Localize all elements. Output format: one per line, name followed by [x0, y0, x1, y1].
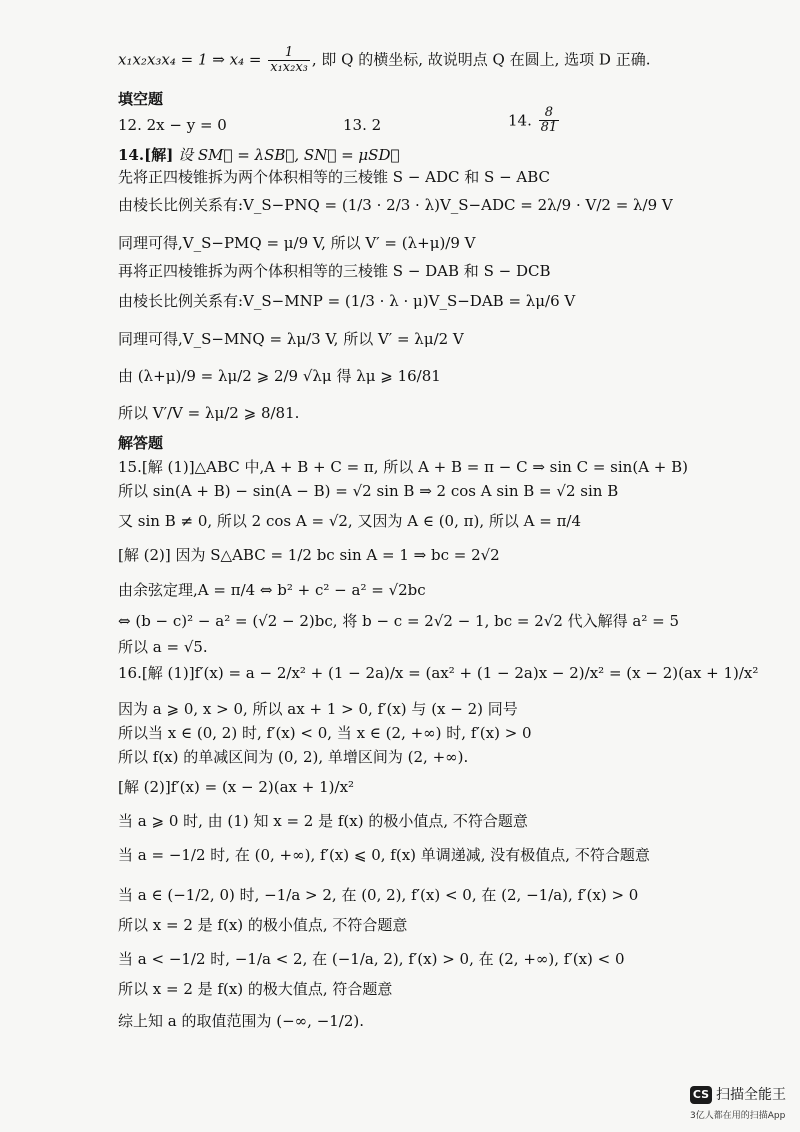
frac-num: 1: [284, 45, 294, 60]
answer-14-label: 14.: [508, 111, 532, 130]
text: , 即 Q 的横坐标, 故说明点 Q 在圆上, 选项 D 正确.: [311, 50, 651, 69]
sol15-line-6: ⇔ (b − c)² − a² = (√2 − 2)bc, 将 b − c = 2√2 − 1, bc = 2√2 代入解得 a² = 5: [118, 612, 680, 630]
sol14-line-4: 同理可得,V_S−PMQ = μ/9 V, 所以 V′ = (λ+μ)/9 V: [118, 234, 476, 252]
fraction: [268, 46, 310, 75]
sol14-line-9: 所以 V′/V = λμ/2 ⩾ 8/81.: [118, 404, 300, 422]
heading-fill-in: 填空题: [118, 90, 164, 108]
watermark-subtitle: 3亿人都在用的扫描App: [690, 1111, 786, 1121]
sol16-line-11: 所以 x = 2 是 f(x) 的极大值点, 符合题意: [118, 980, 393, 998]
frac-den: x₁x₂x₃: [270, 60, 308, 75]
frac-num: 8: [544, 105, 554, 120]
answer-13: 13. 2: [343, 116, 382, 134]
sol14-line-2: 先将正四棱锥拆为两个体积相等的三棱锥 S − ADC 和 S − ABC: [118, 168, 551, 186]
sol16-line-9: 所以 x = 2 是 f(x) 的极小值点, 不符合题意: [118, 916, 408, 934]
line-x4: [118, 46, 650, 75]
sol16-line-1: 16.[解 (1)]f′(x) = a − 2/x² + (1 − 2a)/x = (ax² + (1 − 2a)x − 2)/x² = (x − 2)(ax + 1)/x²: [118, 664, 759, 682]
sol14-heading: 14.[解]: [118, 146, 174, 164]
sol16-line-12: 综上知 a 的取值范围为 (−∞, −1/2).: [118, 1012, 365, 1030]
sol15-line-2: 所以 sin(A + B) − sin(A − B) = √2 sin B ⇒ 2 cos A sin B = √2 sin B: [118, 482, 619, 500]
sol15-line-4: [解 (2)] 因为 S△ABC = 1/2 bc sin A = 1 ⇒ bc = 2√2: [118, 546, 500, 564]
sol14-line-3: 由棱长比例关系有:V_S−PNQ = (1/3 · 2/3 · λ)V_S−ADC = 2λ/9 · V/2 = λ/9 V: [118, 196, 673, 214]
watermark-name: 扫描全能王: [716, 1087, 786, 1103]
sol16-line-6: 当 a ⩾ 0 时, 由 (1) 知 x = 2 是 f(x) 的极小值点, 不符合题意: [118, 812, 528, 830]
sol16-line-7: 当 a = −1/2 时, 在 (0, +∞), f′(x) ⩽ 0, f(x) 单调递减, 没有极值点, 不符合题意: [118, 846, 650, 864]
sol14-line-1: [118, 146, 399, 164]
sol15-line-5: 由余弦定理,A = π/4 ⇔ b² + c² − a² = √2bc: [118, 581, 426, 599]
sol16-line-5: [解 (2)]f′(x) = (x − 2)(ax + 1)/x²: [118, 778, 355, 796]
sol14-line-8: 由 (λ+μ)/9 = λμ/2 ⩾ 2/9 √λμ 得 λμ ⩾ 16/81: [118, 367, 441, 385]
answer-14: [508, 106, 561, 135]
sol16-line-2: 因为 a ⩾ 0, x > 0, 所以 ax + 1 > 0, f′(x) 与 (x − 2) 同号: [118, 700, 518, 718]
sol15-line-3: 又 sin B ≠ 0, 所以 2 cos A = √2, 又因为 A ∈ (0, π), 所以 A = π/4: [118, 512, 582, 530]
sol16-line-3: 所以当 x ∈ (0, 2) 时, f′(x) < 0, 当 x ∈ (2, +∞) 时, f′(x) > 0: [118, 724, 532, 742]
camscanner-logo-icon: CS: [690, 1086, 712, 1104]
sol14-line-7: 同理可得,V_S−MNQ = λμ/3 V, 所以 V′ = λμ/2 V: [118, 330, 464, 348]
sol15-line-7: 所以 a = √5.: [118, 638, 208, 656]
sol16-line-10: 当 a < −1/2 时, −1/a < 2, 在 (−1/a, 2), f′(x) > 0, 在 (2, +∞), f′(x) < 0: [118, 950, 625, 968]
sol16-line-8: 当 a ∈ (−1/2, 0) 时, −1/a > 2, 在 (0, 2), f′(x) < 0, 在 (2, −1/a), f′(x) > 0: [118, 886, 639, 904]
frac-den: 81: [540, 120, 558, 135]
text: 设 SM⃗ = λSB⃗, SN⃗ = μSD⃗: [173, 146, 400, 164]
sol15-line-1: 15.[解 (1)]△ABC 中,A + B + C = π, 所以 A + B = π − C ⇒ sin C = sin(A + B): [118, 458, 689, 476]
fraction: [539, 106, 560, 135]
sol14-line-5: 再将正四棱锥拆为两个体积相等的三棱锥 S − DAB 和 S − DCB: [118, 262, 551, 280]
sol16-line-4: 所以 f(x) 的单减区间为 (0, 2), 单增区间为 (2, +∞).: [118, 748, 469, 766]
sol14-line-6: 由棱长比例关系有:V_S−MNP = (1/3 · λ · μ)V_S−DAB = λμ/6 V: [118, 292, 576, 310]
heading-solve: 解答题: [118, 434, 164, 452]
text: x₁x₂x₃x₄ = 1 ⇒ x₄ =: [118, 50, 267, 69]
answer-12: 12. 2x − y = 0: [118, 116, 227, 134]
